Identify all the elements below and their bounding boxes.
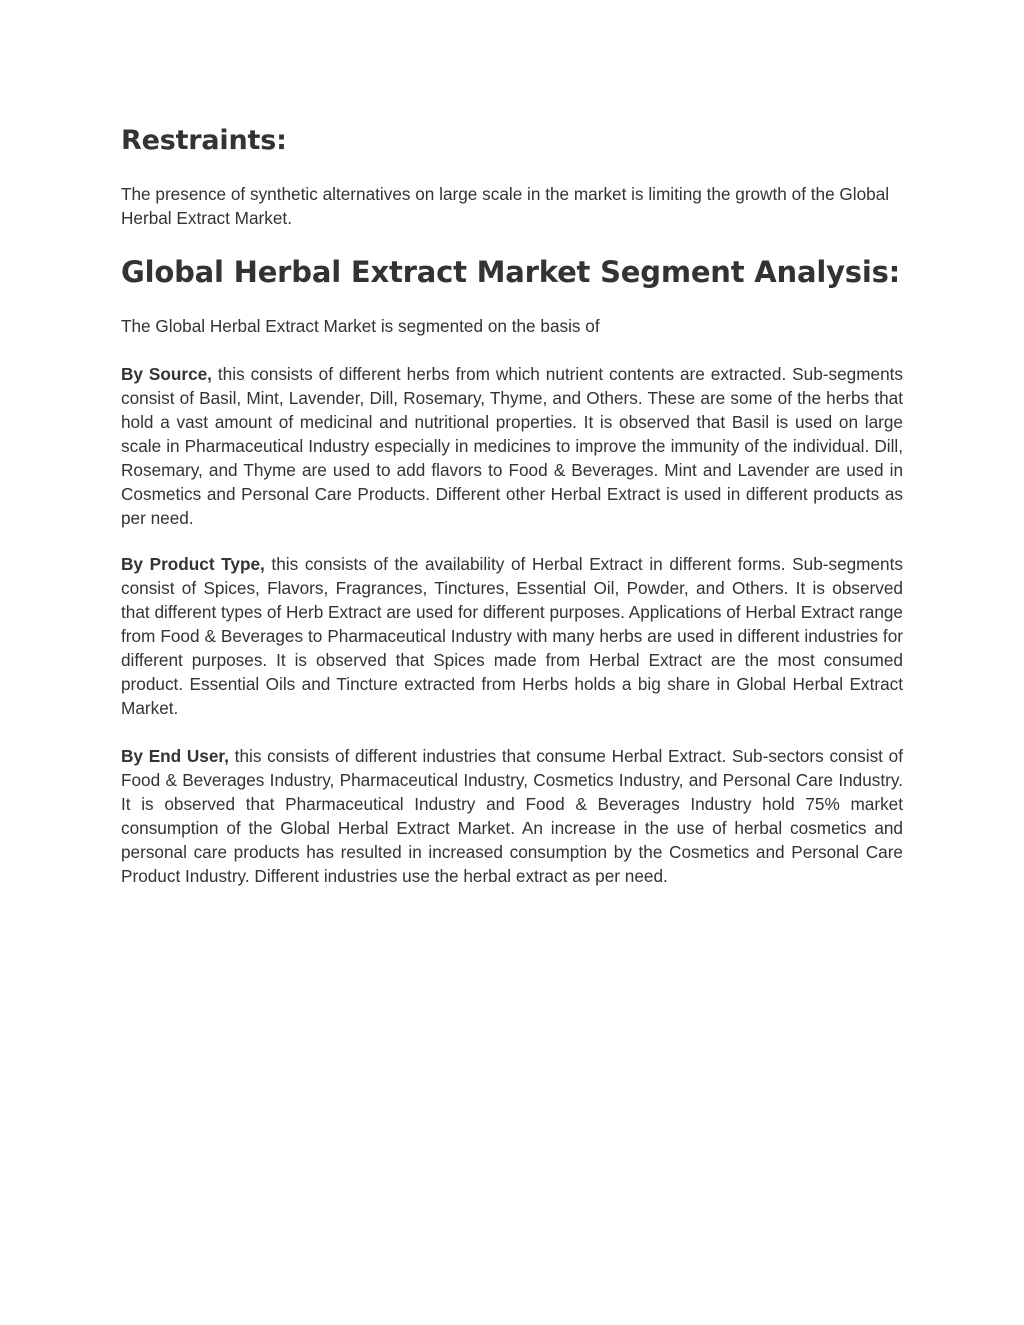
by-source-paragraph xyxy=(121,362,903,530)
segment-analysis-heading: Global Herbal Extract Market Segment Analysis: xyxy=(121,255,901,289)
by-end-user-paragraph xyxy=(121,744,903,888)
by-source-lead: By Source, xyxy=(121,364,212,384)
by-end-user-text: this consists of different industries that consume Herbal Extract. Sub-sectors consist of Food & Beverages Industry, Pharmaceutical Industry, Cosmetics Industry, and Personal Care Industry. It is observed that Pharmaceutical Industry and Food & Beverages Industry hold 75% market consumption of the Global Herbal Extract Market. An increase in the use of herbal cosmetics and personal care products has resulted in increased consumption by the Cosmetics and Personal Care Product Industry. Different industries use the herbal extract as per need. xyxy=(121,746,903,886)
by-product-type-text: this consists of the availability of Herbal Extract in different forms. Sub-segments consist of Spices, Flavors, Fragrances, Tinctures, Essential Oil, Powder, and Others. It is observed that different types of Herb Extract are used for different purposes. Applications of Herbal Extract range from Food & Beverages to Pharmaceutical Industry with many herbs are used in different industries for different purposes. It is observed that Spices made from Herbal Extract are the most consumed product. Essential Oils and Tincture extracted from Herbs holds a big share in Global Herbal Extract Market. xyxy=(121,554,903,718)
by-end-user-lead: By End User, xyxy=(121,746,229,766)
segment-intro-paragraph: The Global Herbal Extract Market is segmented on the basis of xyxy=(121,316,600,336)
by-product-type-paragraph xyxy=(121,552,903,720)
restraints-paragraph: The presence of synthetic alternatives on large scale in the market is limiting the growth of the Global Herbal Extract Market. xyxy=(121,184,890,228)
by-product-type-lead: By Product Type, xyxy=(121,554,265,574)
by-source-text: this consists of different herbs from which nutrient contents are extracted. Sub-segments consist of Basil, Mint, Lavender, Dill, Rosemary, Thyme, and Others. These are some of the herbs that hold a vast amount of medicinal and nutritional properties. It is observed that Basil is used on large scale in Pharmaceutical Industry especially in medicines to improve the immunity of the individual. Dill, Rosemary, and Thyme are used to add flavors to Food & Beverages. Mint and Lavender are used in Cosmetics and Personal Care Products. Different other Herbal Extract is used in different products as per need. xyxy=(121,364,903,528)
restraints-heading: Restraints: xyxy=(121,125,287,156)
